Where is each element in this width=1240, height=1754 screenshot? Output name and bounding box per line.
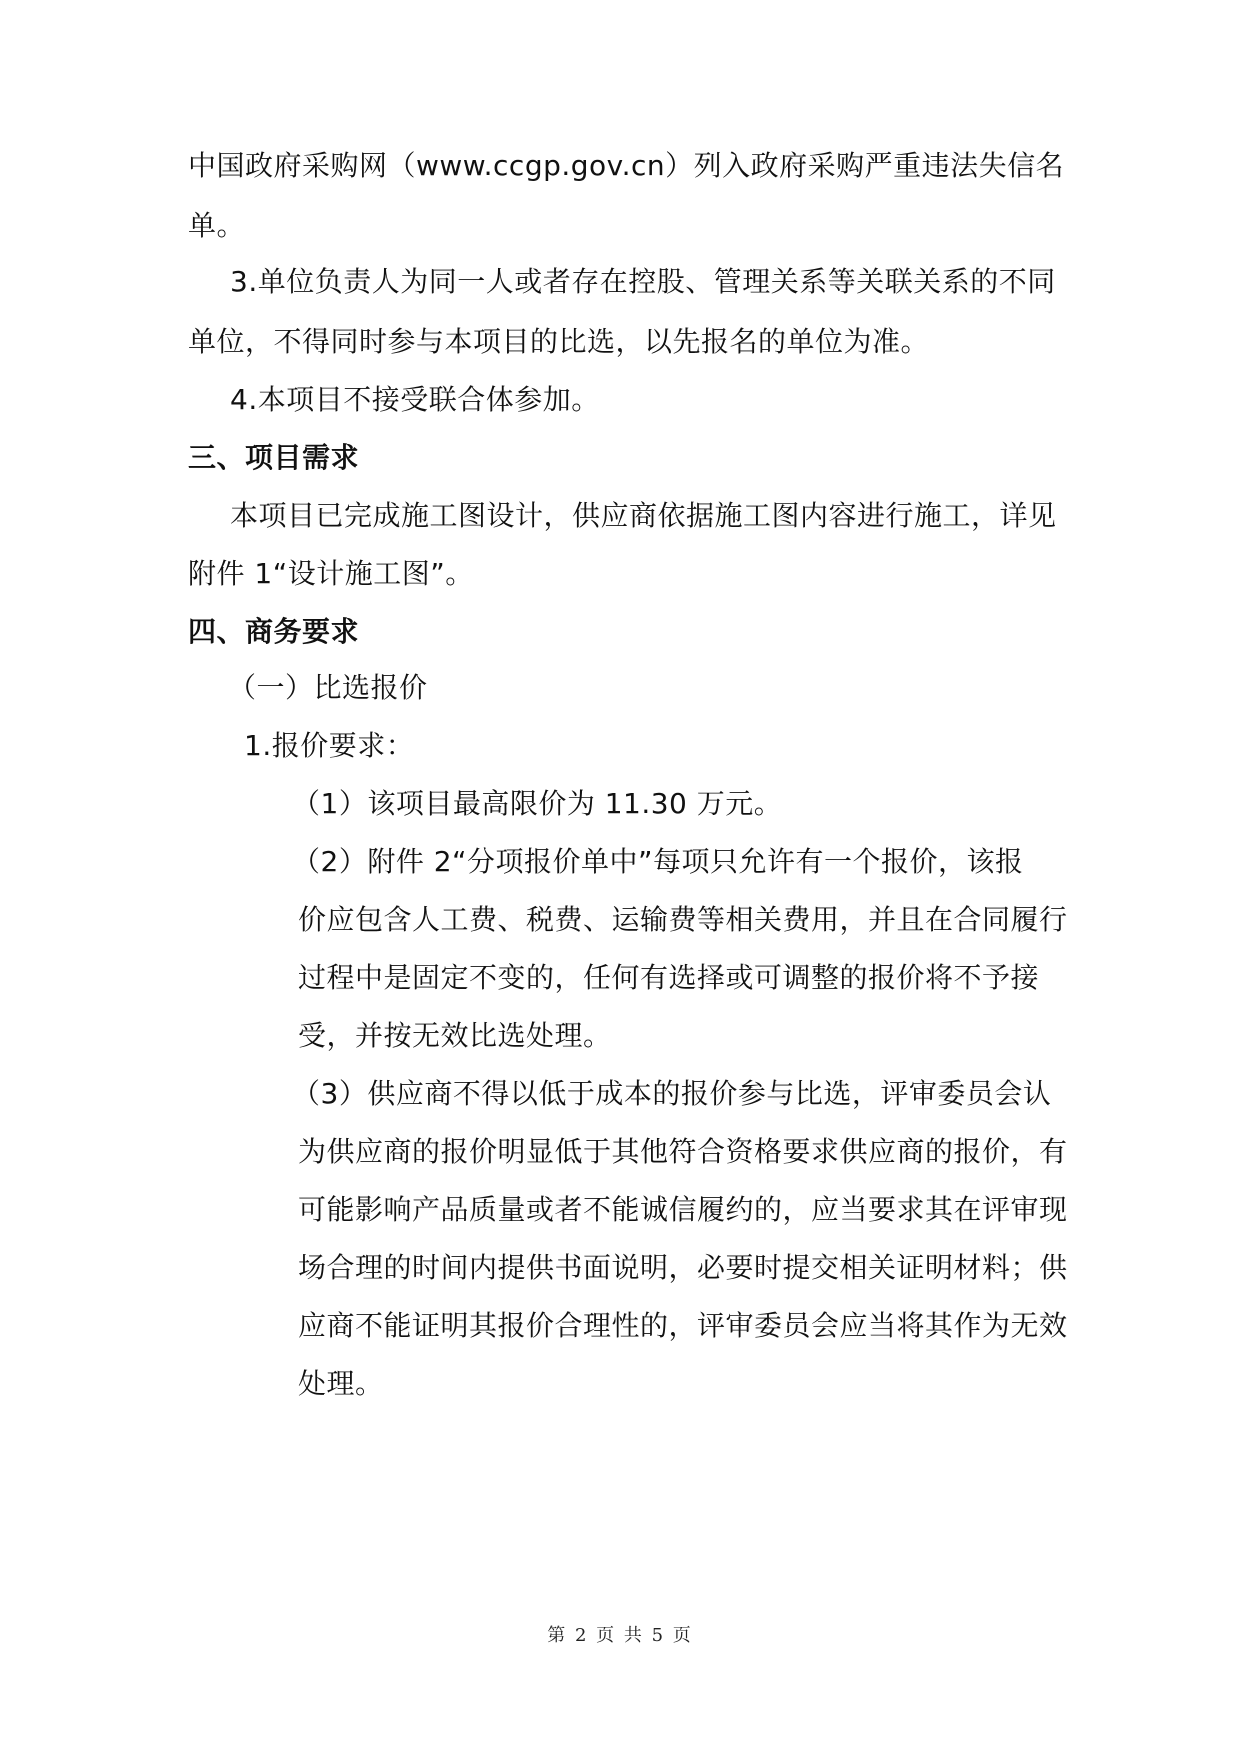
paragraph-line: （3）供应商不得以低于成本的报价参与比选，评审委员会认 (292, 1077, 1052, 1110)
paragraph-line: 处理。 (298, 1367, 384, 1400)
section-heading: 三、项目需求 (188, 441, 360, 474)
paragraph-line: 过程中是固定不变的，任何有选择或可调整的报价将不予接 (298, 961, 1040, 994)
paragraph-line: 单位，不得同时参与本项目的比选，以先报名的单位为准。 (188, 325, 930, 358)
paragraph-line: 应商不能证明其报价合理性的，评审委员会应当将其作为无效 (298, 1309, 1068, 1342)
paragraph-line: 附件 1“设计施工图”。 (188, 557, 474, 590)
paragraph-line: 单。 (188, 209, 246, 242)
paragraph-line: 受，并按无效比选处理。 (298, 1019, 612, 1052)
section-heading: 四、商务要求 (188, 615, 360, 648)
paragraph-line: 4.本项目不接受联合体参加。 (230, 383, 600, 416)
paragraph-line: 可能影响产品质量或者不能诚信履约的，应当要求其在评审现 (298, 1193, 1068, 1226)
paragraph-line: （1）该项目最高限价为 11.30 万元。 (292, 787, 783, 820)
page-number-footer: 第 2 页 共 5 页 (547, 1625, 693, 1646)
subsection-heading: （一）比选报价 (228, 671, 428, 704)
paragraph-line: 场合理的时间内提供书面说明，必要时提交相关证明材料；供 (298, 1251, 1068, 1284)
paragraph-line: 3.单位负责人为同一人或者存在控股、管理关系等关联关系的不同 (230, 265, 1056, 298)
paragraph-line: 中国政府采购网（www.ccgp.gov.cn）列入政府采购严重违法失信名 (188, 149, 1065, 182)
paragraph-line: 价应包含人工费、税费、运输费等相关费用，并且在合同履行 (298, 903, 1068, 936)
item-heading: 1.报价要求： (244, 729, 415, 762)
paragraph-line: 本项目已完成施工图设计，供应商依据施工图内容进行施工，详见 (230, 499, 1057, 532)
paragraph-line: 为供应商的报价明显低于其他符合资格要求供应商的报价，有 (298, 1135, 1068, 1168)
paragraph-line: （2）附件 2“分项报价单中”每项只允许有一个报价，该报 (292, 845, 1024, 878)
